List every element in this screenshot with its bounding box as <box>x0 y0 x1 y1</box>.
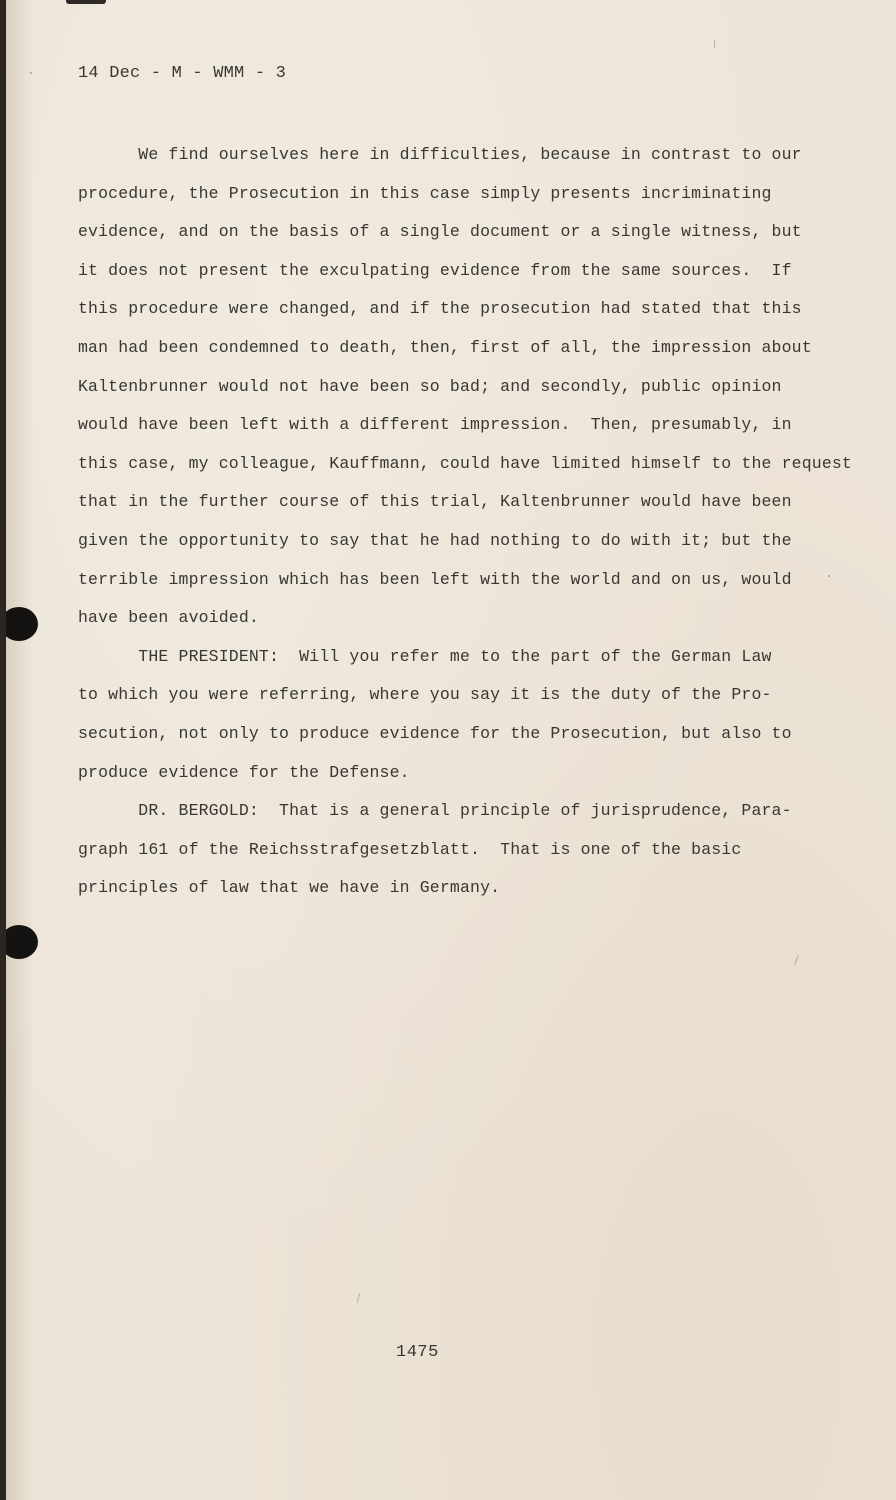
punch-hole-upper <box>0 607 38 641</box>
text-line: this procedure were changed, and if the prosecution had stated that this <box>78 299 802 319</box>
text-line: evidence, and on the basis of a single document or a single witness, but <box>78 222 802 242</box>
text-line: given the opportunity to say that he had nothing to do with it; but the <box>78 530 792 550</box>
top-edge-mark <box>66 0 106 4</box>
page-number: 1475 <box>396 1343 439 1362</box>
binding-edge-shadow <box>6 0 34 1500</box>
text-line: We find ourselves here in difficulties, because in contrast to our <box>78 145 802 164</box>
paper-speck <box>357 1293 361 1303</box>
text-line: that in the further course of this trial, Kaltenbrunner would have been <box>78 492 792 512</box>
text-line: graph 161 of the Reichsstrafgesetzblatt. That is one of the basic <box>78 839 742 859</box>
text-line: this case, my colleague, Kauffmann, could have limited himself to the request <box>78 453 852 473</box>
paper-speck <box>714 40 715 48</box>
text-line: THE PRESIDENT: Will you refer me to the part of the German Law <box>78 646 772 666</box>
text-line: terrible impression which has been left with the world and on us, would <box>78 569 792 589</box>
document-header: 14 Dec - M - WMM - 3 <box>78 64 287 83</box>
text-line: principles of law that we have in Germany. <box>78 878 501 898</box>
text-line: have been avoided. <box>78 608 259 628</box>
text-line: to which you were referring, where you say it is the duty of the Pro- <box>78 685 772 705</box>
text-line: man had been condemned to death, then, first of all, the impression about <box>78 337 812 357</box>
text-line: Kaltenbrunner would not have been so bad; and secondly, public opinion <box>78 376 782 396</box>
text-line: secution, not only to produce evidence for the Prosecution, but also to <box>78 723 792 743</box>
transcript-body <box>78 136 852 908</box>
text-line: it does not present the exculpating evidence from the same sources. If <box>78 260 792 280</box>
paper-speck <box>794 955 798 965</box>
text-line: DR. BERGOLD: That is a general principle of jurisprudence, Para- <box>78 801 792 821</box>
text-line: would have been left with a different impression. Then, presumably, in <box>78 415 792 435</box>
punch-hole-lower <box>0 925 38 959</box>
text-line: produce evidence for the Defense. <box>78 762 410 782</box>
paper-speck <box>30 72 32 74</box>
text-line: procedure, the Prosecution in this case simply presents incriminating <box>78 183 772 203</box>
